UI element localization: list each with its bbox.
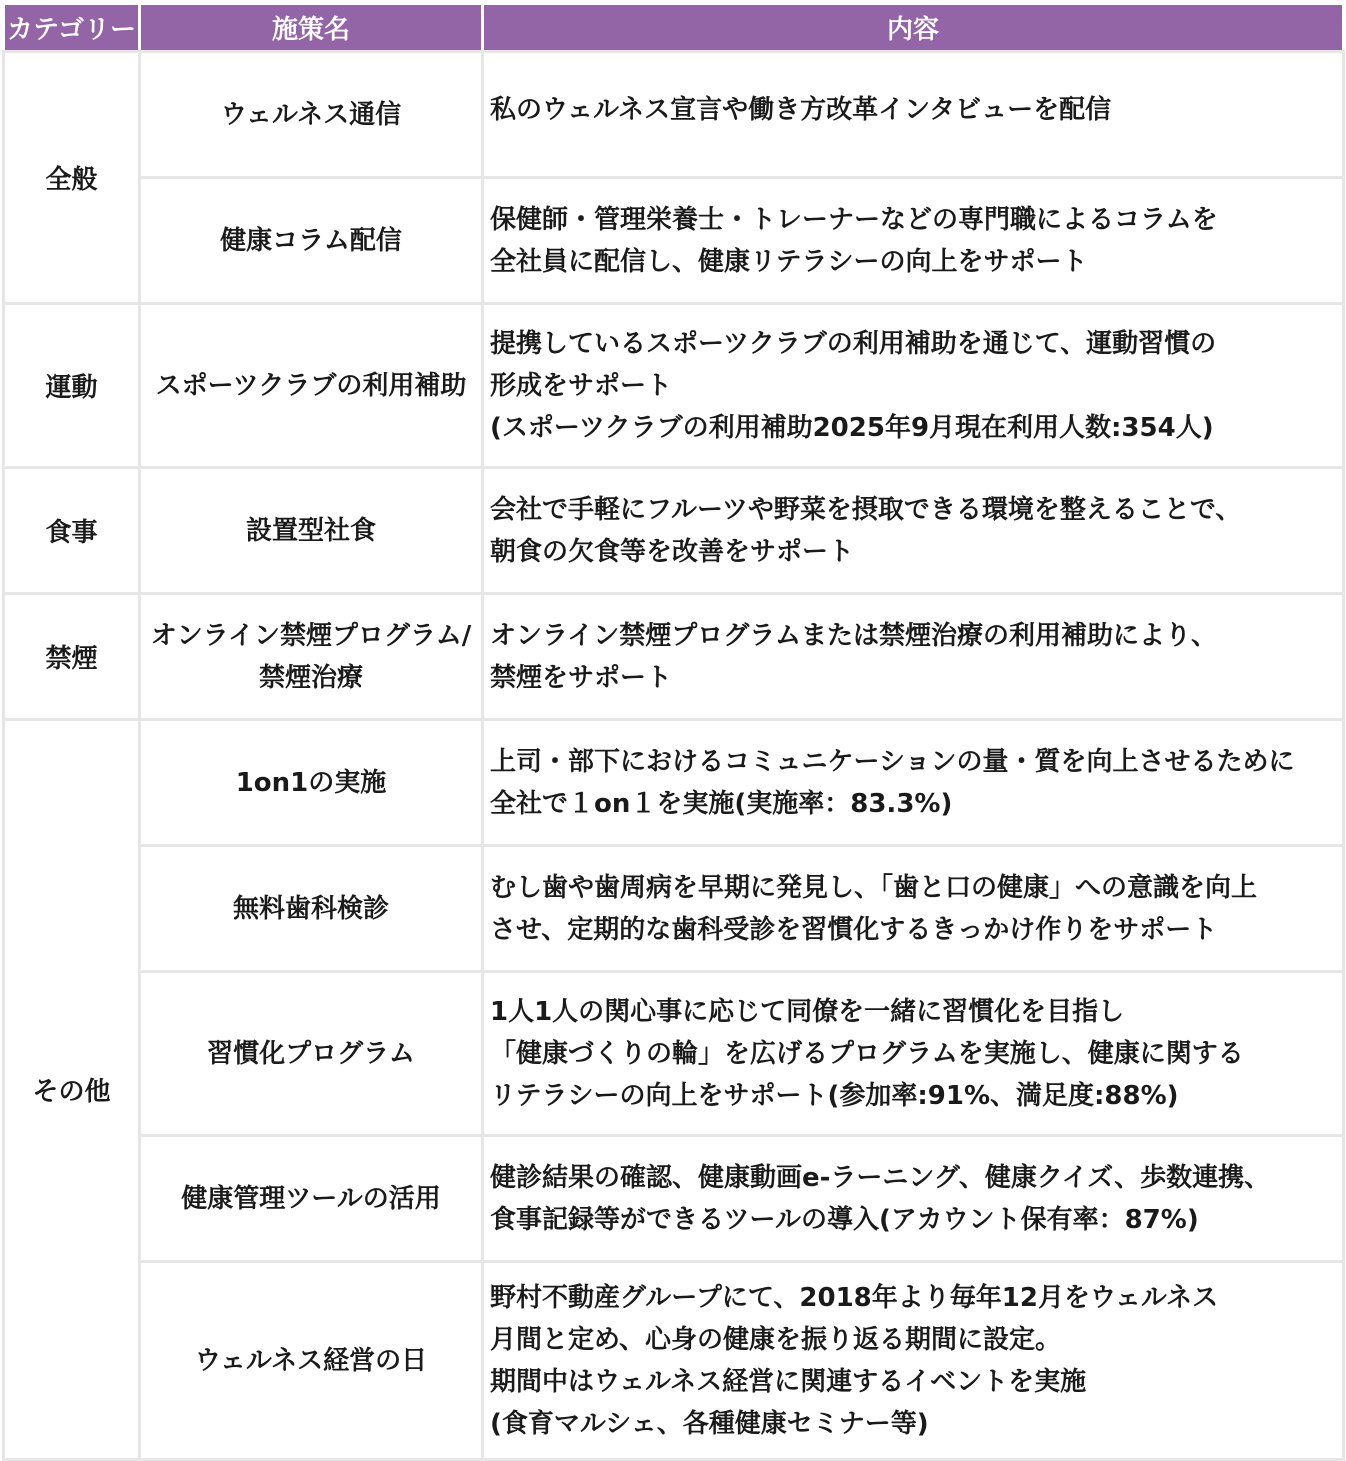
header-measure-name: 施策名 bbox=[140, 4, 483, 52]
table-row bbox=[4, 972, 1344, 1136]
content-line: 「健康づくりの輪」を広げるプログラムを実施し、健康に関する bbox=[490, 1038, 1244, 1069]
measure-name-line: 禁煙治療 bbox=[258, 662, 363, 693]
content-line: 全社で１on１を実施(実施率：83.3%) bbox=[490, 788, 953, 819]
content-line: 私のウェルネス宣言や働き方改革インタビューを配信 bbox=[490, 95, 1112, 125]
table-row bbox=[4, 720, 1344, 846]
content-cell bbox=[483, 720, 1344, 846]
content-line: 上司・部下におけるコミュニケーションの量・質を向上させるために bbox=[490, 746, 1295, 777]
table-row bbox=[4, 304, 1344, 468]
table-row bbox=[4, 468, 1344, 594]
measure-name-line: 健康コラム配信 bbox=[220, 225, 402, 256]
content-cell bbox=[483, 1262, 1344, 1460]
content-line: 形成をサポート bbox=[490, 370, 673, 401]
content-cell bbox=[483, 846, 1344, 972]
table-row bbox=[4, 594, 1344, 720]
content-line: 全社員に配信し、健康リテラシーの向上をサポート bbox=[490, 246, 1088, 277]
measure-name-cell bbox=[140, 178, 483, 304]
content-line: 朝食の欠食等を改善をサポート bbox=[490, 536, 855, 567]
table-row bbox=[4, 52, 1344, 178]
measure-name-line: 習慣化プログラム bbox=[207, 1038, 415, 1069]
measure-name-cell bbox=[140, 52, 483, 178]
table-row bbox=[4, 1136, 1344, 1262]
content-cell bbox=[483, 972, 1344, 1136]
header-content: 内容 bbox=[483, 4, 1344, 52]
content-cell bbox=[483, 594, 1344, 720]
measure-name-line: ウェルネス経営の日 bbox=[194, 1345, 428, 1376]
content-line: 保健師・管理栄養士・トレーナーなどの専門職によるコラムを bbox=[490, 204, 1218, 235]
wellness-measures-table bbox=[2, 2, 1345, 1461]
content-cell bbox=[483, 1136, 1344, 1262]
header-row bbox=[4, 4, 1344, 52]
content-line: 食事記録等ができるツールの導入(アカウント保有率：87%) bbox=[490, 1204, 1199, 1235]
content-line: (スポーツクラブの利用補助2025年9月現在利用人数:354人) bbox=[490, 412, 1214, 443]
content-line: 健診結果の確認、健康動画e-ラーニング、健康クイズ、歩数連携、 bbox=[490, 1162, 1271, 1193]
measure-name-cell bbox=[140, 594, 483, 720]
measure-name-line: 1on1の実施 bbox=[235, 767, 387, 798]
measure-name-line: オンライン禁煙プログラム/ bbox=[150, 620, 472, 651]
category-cell: 禁煙 bbox=[4, 594, 140, 720]
table-row bbox=[4, 178, 1344, 304]
content-cell bbox=[483, 304, 1344, 468]
content-line: (食育マルシェ、各種健康セミナー等) bbox=[490, 1408, 929, 1439]
content-line: させ、定期的な歯科受診を習慣化するきっかけ作りをサポート bbox=[490, 914, 1218, 945]
content-line: オンライン禁煙プログラムまたは禁煙治療の利用補助により、 bbox=[490, 620, 1217, 651]
measure-name-line: 無料歯科検診 bbox=[232, 893, 389, 924]
measure-name-line: ウェルネス通信 bbox=[220, 99, 402, 130]
header-category: カテゴリー bbox=[4, 4, 140, 52]
category-cell: 運動 bbox=[4, 304, 140, 468]
table-row bbox=[4, 1262, 1344, 1460]
content-line: 禁煙をサポート bbox=[490, 662, 673, 693]
content-line: 野村不動産グループにて、2018年より毎年12月をウェルネス bbox=[490, 1282, 1219, 1313]
content-line: 会社で手軽にフルーツや野菜を摂取できる環境を整えることで、 bbox=[490, 494, 1242, 525]
measure-name-cell bbox=[140, 846, 483, 972]
category-cell: 食事 bbox=[4, 468, 140, 594]
content-line: リテラシーの向上をサポート(参加率:91%、満足度:88%) bbox=[490, 1080, 1179, 1111]
content-line: 月間と定め、心身の健康を振り返る期間に設定。 bbox=[490, 1324, 1061, 1355]
content-cell bbox=[483, 468, 1344, 594]
measure-name-cell bbox=[140, 468, 483, 594]
content-line: 期間中はウェルネス経営に関連するイベントを実施 bbox=[490, 1366, 1087, 1397]
measure-name-line: 健康管理ツールの活用 bbox=[181, 1183, 441, 1214]
content-line: 1人1人の関心事に応じて同僚を一緒に習慣化を目指し bbox=[490, 996, 1125, 1027]
content-cell bbox=[483, 178, 1344, 304]
content-cell bbox=[483, 52, 1344, 178]
measure-name-line: スポーツクラブの利用補助 bbox=[155, 370, 467, 401]
category-cell: 全般 bbox=[4, 52, 140, 304]
content-line: むし歯や歯周病を早期に発見し、「歯と口の健康」への意識を向上 bbox=[490, 872, 1258, 903]
measure-name-cell bbox=[140, 720, 483, 846]
measure-name-line: 設置型社食 bbox=[245, 515, 376, 546]
measure-name-cell bbox=[140, 1136, 483, 1262]
measure-name-cell bbox=[140, 972, 483, 1136]
category-cell: その他 bbox=[4, 720, 140, 1460]
content-line: 提携しているスポーツクラブの利用補助を通じて、運動習慣の bbox=[490, 328, 1217, 359]
measure-name-cell bbox=[140, 1262, 483, 1460]
table-row bbox=[4, 846, 1344, 972]
measure-name-cell bbox=[140, 304, 483, 468]
